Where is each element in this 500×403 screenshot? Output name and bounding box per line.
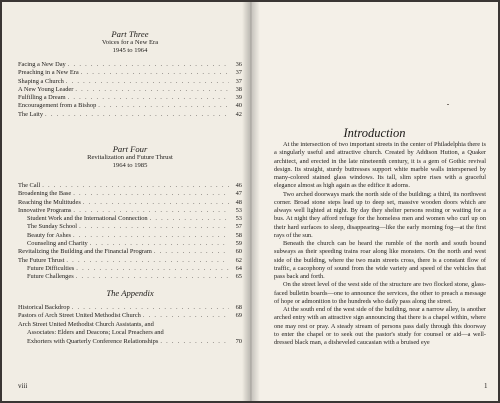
appendix-long-entry <box>18 321 242 346</box>
toc-entry <box>18 257 242 265</box>
long-entry-line-3: Exhorters with Quarterly Conference Relationships . . . 70 <box>18 338 242 346</box>
leader-dots <box>68 94 229 102</box>
appendix-entries <box>18 304 242 321</box>
book-gutter <box>242 2 260 401</box>
leader-dots <box>68 61 229 69</box>
toc-entry <box>18 94 242 102</box>
toc-page-number: 64 <box>235 264 242 272</box>
appendix-title: The Appendix <box>106 288 154 298</box>
toc-entry-title: Future Challenges <box>27 273 74 281</box>
toc-entry <box>18 312 242 320</box>
toc-page-number: 40 <box>235 102 242 110</box>
paragraph: Beneath the church can be heard the rumble of the north and south bound subways as their speeding trains roar along like monsters. On the north and west side of the building, where the two main streets cross, there is a constant flow of traffic, a cacophony of sound from the wide variety and speed of the vehicles that pass back and forth. <box>274 240 486 280</box>
toc-entry <box>18 61 242 69</box>
toc-entry-title: Student Work and the International Connection <box>27 215 148 223</box>
toc-entry-title: A New Young Leader <box>18 85 74 93</box>
leader-dots <box>76 273 229 281</box>
toc-entry-title: Reaching the Multitudes <box>18 198 81 206</box>
toc-entry <box>18 265 242 273</box>
contents-page <box>2 2 249 401</box>
part-three-title: Part Three <box>111 29 149 39</box>
toc-entry-title: Shaping a Church <box>18 77 64 85</box>
toc-page-number: 36 <box>235 61 242 68</box>
paragraph: At the south end of the west side of the building, near a narrow alley, is another arched entry with an attractive sign announcing that there is a chapel within, where one may rest or pray. A steady stream of persons pass daily through this doorway to enter the chapel or to seek out the pastor's study for counsel or aid—a well-dressed black man, a disheveled caucasian with a bruised eye <box>274 306 486 346</box>
toc-page-number: 37 <box>235 69 242 77</box>
toc-entry-title: Beauty for Ashes <box>27 231 72 239</box>
toc-entry-title: Fulfilling a Dream <box>18 94 66 102</box>
page-speck <box>447 104 449 105</box>
leader-dots <box>83 199 229 207</box>
toc-entry <box>18 182 242 190</box>
toc-page-number: 60 <box>235 248 242 256</box>
toc-entry-title: Innovative Programs <box>18 206 72 214</box>
toc-entry <box>18 199 242 207</box>
leader-dots <box>45 111 229 119</box>
toc-page-number: 48 <box>235 198 242 206</box>
toc-entry <box>18 69 242 77</box>
toc-page-number: 37 <box>235 77 242 85</box>
toc-entry-title: Historical Backdrop <box>18 304 70 311</box>
leader-dots <box>73 207 229 215</box>
toc-entry-title: Pastors of Arch Street United Methodist Church <box>18 312 141 320</box>
introduction-text <box>274 141 486 347</box>
toc-entry-title: Revitalizing the Building and the Financial Program <box>18 248 152 256</box>
part-three-heading <box>18 29 242 55</box>
leader-dots <box>160 338 229 346</box>
toc-page-number: 58 <box>235 231 242 239</box>
leader-dots <box>66 78 229 86</box>
toc-page-number: 38 <box>235 85 242 93</box>
part-four-subtitle: Revitalization and Future Thrust <box>87 154 173 161</box>
long-entry-line-1: Arch Street United Methodist Church Assistants, and <box>18 321 154 328</box>
leader-dots <box>81 69 229 77</box>
leader-dots <box>76 265 229 273</box>
leader-dots <box>72 304 229 312</box>
toc-page-number: 59 <box>235 240 242 248</box>
leader-dots <box>42 182 229 190</box>
part-three-entries <box>18 61 242 119</box>
toc-page-number: 53 <box>235 206 242 214</box>
appendix-heading <box>18 288 242 298</box>
paragraph: At the intersection of two important streets in the center of Philadelphia there is a singularly useful and attractive church. Created by Addison Hutton, a Quaker architect, and erected in the late nineteenth century, it is a gem of Gothic revival design. Its straight, sturdy buttresses support white marble walls interspersed by many-colored stained glass windows. Its tall, slim spire rises with a graceful elegance almost as high again as the edifice it adorns. <box>274 141 486 190</box>
page-number-right: 1 <box>484 382 488 390</box>
toc-entry-title: The Sunday School <box>27 223 78 231</box>
toc-entry <box>18 215 242 223</box>
toc-page-number: 70 <box>235 337 242 345</box>
book-spread <box>2 2 498 401</box>
toc-page-number: 62 <box>235 256 242 264</box>
toc-page-number: 42 <box>235 110 242 118</box>
introduction-title: Introduction <box>343 126 406 140</box>
part-four-entries <box>18 182 242 282</box>
toc-entry <box>18 86 242 94</box>
toc-entry <box>18 232 242 240</box>
toc-entry <box>18 223 242 231</box>
leader-dots <box>66 257 229 265</box>
part-four-heading <box>18 144 242 170</box>
toc-entry <box>18 240 242 248</box>
toc-page-number: 47 <box>235 190 242 198</box>
leader-dots <box>73 232 229 240</box>
toc-entry-title: Preaching in a New Era <box>18 69 79 77</box>
toc-entry <box>18 207 242 215</box>
leader-dots <box>150 215 229 223</box>
toc-entry <box>18 78 242 86</box>
page-number-left: viii <box>18 382 28 390</box>
toc-entry <box>18 248 242 256</box>
toc-entry-title: Facing a New Day <box>18 61 66 68</box>
toc-entry-title: Counseling and Charity <box>27 240 88 248</box>
toc-page-number: 53 <box>235 215 242 223</box>
toc-entry <box>18 190 242 198</box>
toc-page-number: 69 <box>235 312 242 320</box>
toc-entry <box>18 111 242 119</box>
toc-entry <box>18 304 242 312</box>
introduction-page <box>251 2 498 401</box>
leader-dots <box>90 240 229 248</box>
leader-dots <box>143 312 229 320</box>
leader-dots <box>98 102 229 110</box>
toc-entry <box>18 102 242 110</box>
leader-dots <box>154 248 229 256</box>
toc-page-number: 57 <box>235 223 242 231</box>
leader-dots <box>79 223 229 231</box>
toc-page-number: 39 <box>235 94 242 102</box>
part-four-title: Part Four <box>112 144 148 154</box>
paragraph: Two arched doorways mark the north side of the building; a third, its northwest corner. Broad stone steps lead up to deep set, massive wooden doors which are always well lighted at night. By day they shelter persons resting or waiting for a bus. At night they afford refuge for the homeless men and women who curl up on their hard surfaces to sleep, disappearing—like the early morning fog—at the first rays of the sun. <box>274 190 486 239</box>
part-four-years: 1964 to 1985 <box>112 162 148 169</box>
toc-entry-title: The Laity <box>18 110 44 118</box>
paragraph: On the street level of the west side of the structure are two flocked stone, glass-faced bulletin boards—one to announce the services, the other to preach a message of hope or admonition to the hundreds who daily pass along the street. <box>274 281 486 305</box>
toc-page-number: 46 <box>235 182 242 189</box>
leader-dots <box>73 190 229 198</box>
toc-entry-title: Encouragement from a Bishop <box>18 102 97 110</box>
toc-entry-title: Broadening the Base <box>18 190 72 198</box>
toc-page-number: 65 <box>235 273 242 281</box>
toc-page-number: 68 <box>235 304 242 311</box>
part-three-years: 1945 to 1964 <box>112 47 148 54</box>
part-three-subtitle: Voices for a New Era <box>101 39 159 46</box>
toc-entry-title: Future Difficulties <box>27 264 75 272</box>
toc-entry-title: The Future Thrust <box>18 256 65 264</box>
toc-entry <box>18 273 242 281</box>
leader-dots <box>75 86 229 94</box>
long-entry-line-2: Associates: Elders and Deacons; Local Preachers and <box>27 329 164 337</box>
toc-entry-title: The Call <box>18 182 41 189</box>
